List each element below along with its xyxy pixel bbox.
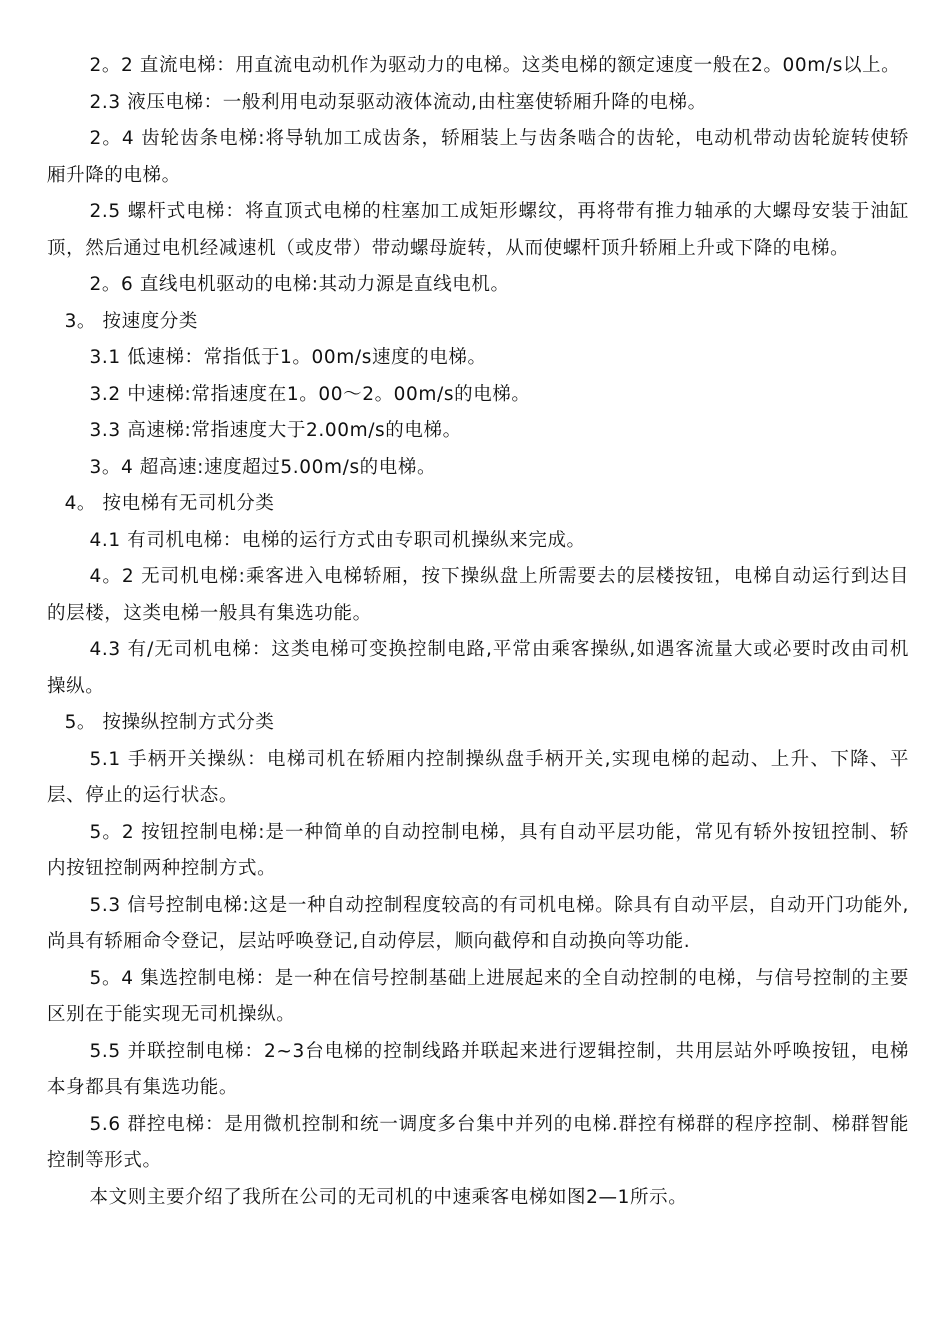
- paragraph-2-4-rack-pinion-elevator: 2。4 齿轮齿条电梯:将导轨加工成齿条，轿厢装上与齿条啮合的齿轮，电动机带动齿轮旋转使轿厢升降的电梯。: [47, 128, 909, 186]
- heading-5-by-control-mode: 5。 按操纵控制方式分类: [64, 712, 275, 733]
- paragraph-5-3-signal-control: 5.3 信号控制电梯:这是一种自动控制程度较高的有司机电梯。除具有自动平层，自动开门功能外,尚具有轿厢命令登记，层站呼唤登记,自动停层，顺向截停和自动换向等功能.: [47, 894, 909, 952]
- paragraph-closing: 本文则主要介绍了我所在公司的无司机的中速乘客电梯如图2—1所示。: [89, 1186, 688, 1208]
- paragraph-4-2-without-driver: 4。2 无司机电梯:乘客进入电梯轿厢，按下操纵盘上所需要去的层楼按钮，电梯自动运行到达目的层楼，这类电梯一般具有集选功能。: [47, 566, 909, 624]
- paragraph-5-5-duplex-control: 5.5 并联控制电梯：2~3台电梯的控制线路并联起来进行逻辑控制，共用层站外呼唤按钮，电梯本身都具有集选功能。: [47, 1040, 909, 1098]
- paragraph-3-2-medium-speed: 3.2 中速梯:常指速度在1。00～2。00m/s的电梯。: [89, 383, 531, 405]
- paragraph-2-2-dc-elevator: 2。2 直流电梯：用直流电动机作为驱动力的电梯。这类电梯的额定速度一般在2。00m/s以上。: [89, 55, 901, 76]
- paragraph-5-1-handle-switch: 5.1 手柄开关操纵：电梯司机在轿厢内控制操纵盘手柄开关,实现电梯的起动、上升、下降、平层、停止的运行状态。: [47, 748, 909, 806]
- paragraph-4-3-with-or-without-driver: 4.3 有/无司机电梯：这类电梯可变换控制电路,平常由乘客操纵,如遇客流量大或必要时改由司机操纵。: [47, 639, 909, 697]
- heading-3-by-speed: 3。 按速度分类: [64, 310, 199, 332]
- paragraph-3-4-ultra-high-speed: 3。4 超高速:速度超过5.00m/s的电梯。: [89, 456, 437, 478]
- paragraph-2-5-screw-elevator: 2.5 螺杆式电梯：将直顶式电梯的柱塞加工成矩形螺纹，再将带有推力轴承的大螺母安装于油缸顶，然后通过电机经减速机（或皮带）带动螺母旋转，从而使螺杆顶升轿厢上升或下降的电梯。: [47, 201, 909, 259]
- paragraph-3-3-high-speed: 3.3 高速梯:常指速度大于2.00m/s的电梯。: [89, 420, 462, 441]
- paragraph-2-3-hydraulic-elevator: 2.3 液压电梯：一般利用电动泵驱动液体流动,由柱塞使轿厢升降的电梯。: [89, 91, 707, 113]
- paragraph-2-6-linear-motor-elevator: 2。6 直线电机驱动的电梯:其动力源是直线电机。: [89, 274, 510, 295]
- heading-4-by-driver: 4。 按电梯有无司机分类: [64, 493, 275, 514]
- paragraph-5-2-button-control: 5。2 按钮控制电梯:是一种简单的自动控制电梯，具有自动平层功能，常见有轿外按钮控制、轿内按钮控制两种控制方式。: [47, 821, 909, 879]
- paragraph-5-4-collective-selective: 5。4 集选控制电梯：是一种在信号控制基础上进展起来的全自动控制的电梯，与信号控制的主要区别在于能实现无司机操纵。: [47, 967, 909, 1025]
- paragraph-4-1-with-driver: 4.1 有司机电梯：电梯的运行方式由专职司机操纵来完成。: [89, 529, 586, 551]
- document-page: [47, 48, 909, 1216]
- paragraph-5-6-group-control: 5.6 群控电梯：是用微机控制和统一调度多台集中并列的电梯.群控有梯群的程序控制、梯群智能控制等形式。: [47, 1113, 909, 1171]
- paragraph-3-1-low-speed: 3.1 低速梯：常指低于1。00m/s速度的电梯。: [89, 347, 487, 368]
